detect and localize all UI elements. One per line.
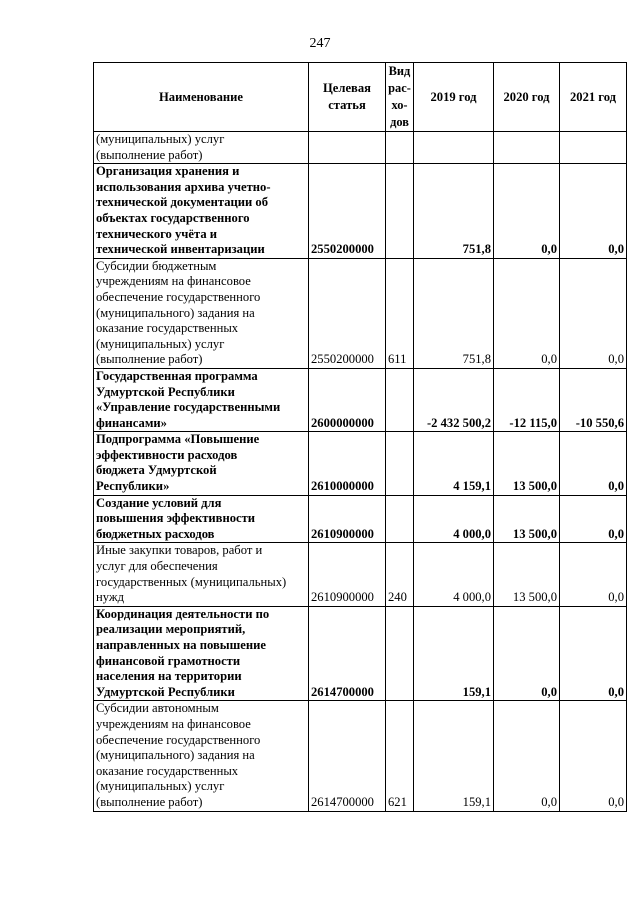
cell-expense-type [386,368,414,431]
header-2020: 2020 год [494,63,560,132]
cell-expense-type: 240 [386,543,414,606]
cell-name: Государственная программа Удмуртской Республики «Управление государственными финансами» [94,368,309,431]
table-row [94,701,627,811]
cell-expense-type [386,132,414,164]
cell-target: 2550200000 [309,164,386,259]
cell-2020: 0,0 [494,606,560,701]
table-row [94,495,627,543]
cell-name: Иные закупки товаров, работ и услуг для обеспечения государственных (муниципальных) нужд [94,543,309,606]
header-2019: 2019 год [414,63,494,132]
header-name: Наименование [94,63,309,132]
cell-expense-type: 611 [386,258,414,368]
cell-2021: 0,0 [560,164,627,259]
cell-2021: 0,0 [560,432,627,495]
cell-2020: 13 500,0 [494,495,560,543]
table-row [94,132,627,164]
cell-2019 [414,132,494,164]
cell-expense-type [386,606,414,701]
cell-target: 2614700000 [309,606,386,701]
page-number: 247 [309,36,331,51]
cell-2020: 13 500,0 [494,543,560,606]
cell-2020: 0,0 [494,701,560,811]
table-row [94,368,627,431]
cell-2021 [560,132,627,164]
cell-target: 2614700000 [309,701,386,811]
cell-name: Подпрограмма «Повышение эффективности расходов бюджета Удмуртской Республики» [94,432,309,495]
cell-2021: 0,0 [560,495,627,543]
cell-2021: 0,0 [560,543,627,606]
cell-2019: 4 000,0 [414,543,494,606]
cell-2019: 159,1 [414,701,494,811]
cell-2019: 751,8 [414,258,494,368]
header-target: Целевая статья [309,63,386,132]
cell-target [309,132,386,164]
cell-2020: 13 500,0 [494,432,560,495]
cell-name: Создание условий для повышения эффективности бюджетных расходов [94,495,309,543]
cell-name: Субсидии автономным учреждениям на финансовое обеспечение государственного (муниципального) задания на оказание государственных (муниципальных) услуг (выполнение работ) [94,701,309,811]
cell-2019: 159,1 [414,606,494,701]
cell-expense-type [386,495,414,543]
cell-2021: 0,0 [560,701,627,811]
table-row [94,606,627,701]
cell-2019: -2 432 500,2 [414,368,494,431]
cell-target: 2610000000 [309,432,386,495]
cell-expense-type [386,164,414,259]
cell-2019: 751,8 [414,164,494,259]
cell-target: 2610900000 [309,495,386,543]
cell-2020: 0,0 [494,164,560,259]
cell-name: Организация хранения и использования архива учетно- технической документации об объектах государственного технического учёта и технической инвентаризации [94,164,309,259]
cell-2020: -12 115,0 [494,368,560,431]
header-row [94,63,627,132]
cell-2020: 0,0 [494,258,560,368]
table-row [94,258,627,368]
header-expense-type: Вид рас-хо-дов [386,63,414,132]
cell-2019: 4 000,0 [414,495,494,543]
cell-name: (муниципальных) услуг (выполнение работ) [94,132,309,164]
cell-2021: 0,0 [560,258,627,368]
cell-2020 [494,132,560,164]
cell-name: Субсидии бюджетным учреждениям на финансовое обеспечение государственного (муниципального) задания на оказание государственных (муниципальных) услуг (выполнение работ) [94,258,309,368]
cell-target: 2600000000 [309,368,386,431]
cell-name: Координация деятельности по реализации мероприятий, направленных на повышение финансовой грамотности населения на территории Удмуртской Республики [94,606,309,701]
header-2021: 2021 год [560,63,627,132]
cell-expense-type: 621 [386,701,414,811]
cell-target: 2610900000 [309,543,386,606]
cell-expense-type [386,432,414,495]
cell-2021: -10 550,6 [560,368,627,431]
cell-target: 2550200000 [309,258,386,368]
cell-2021: 0,0 [560,606,627,701]
cell-2019: 4 159,1 [414,432,494,495]
table-row [94,432,627,495]
budget-table [93,62,627,812]
table-row [94,543,627,606]
table-row [94,164,627,259]
